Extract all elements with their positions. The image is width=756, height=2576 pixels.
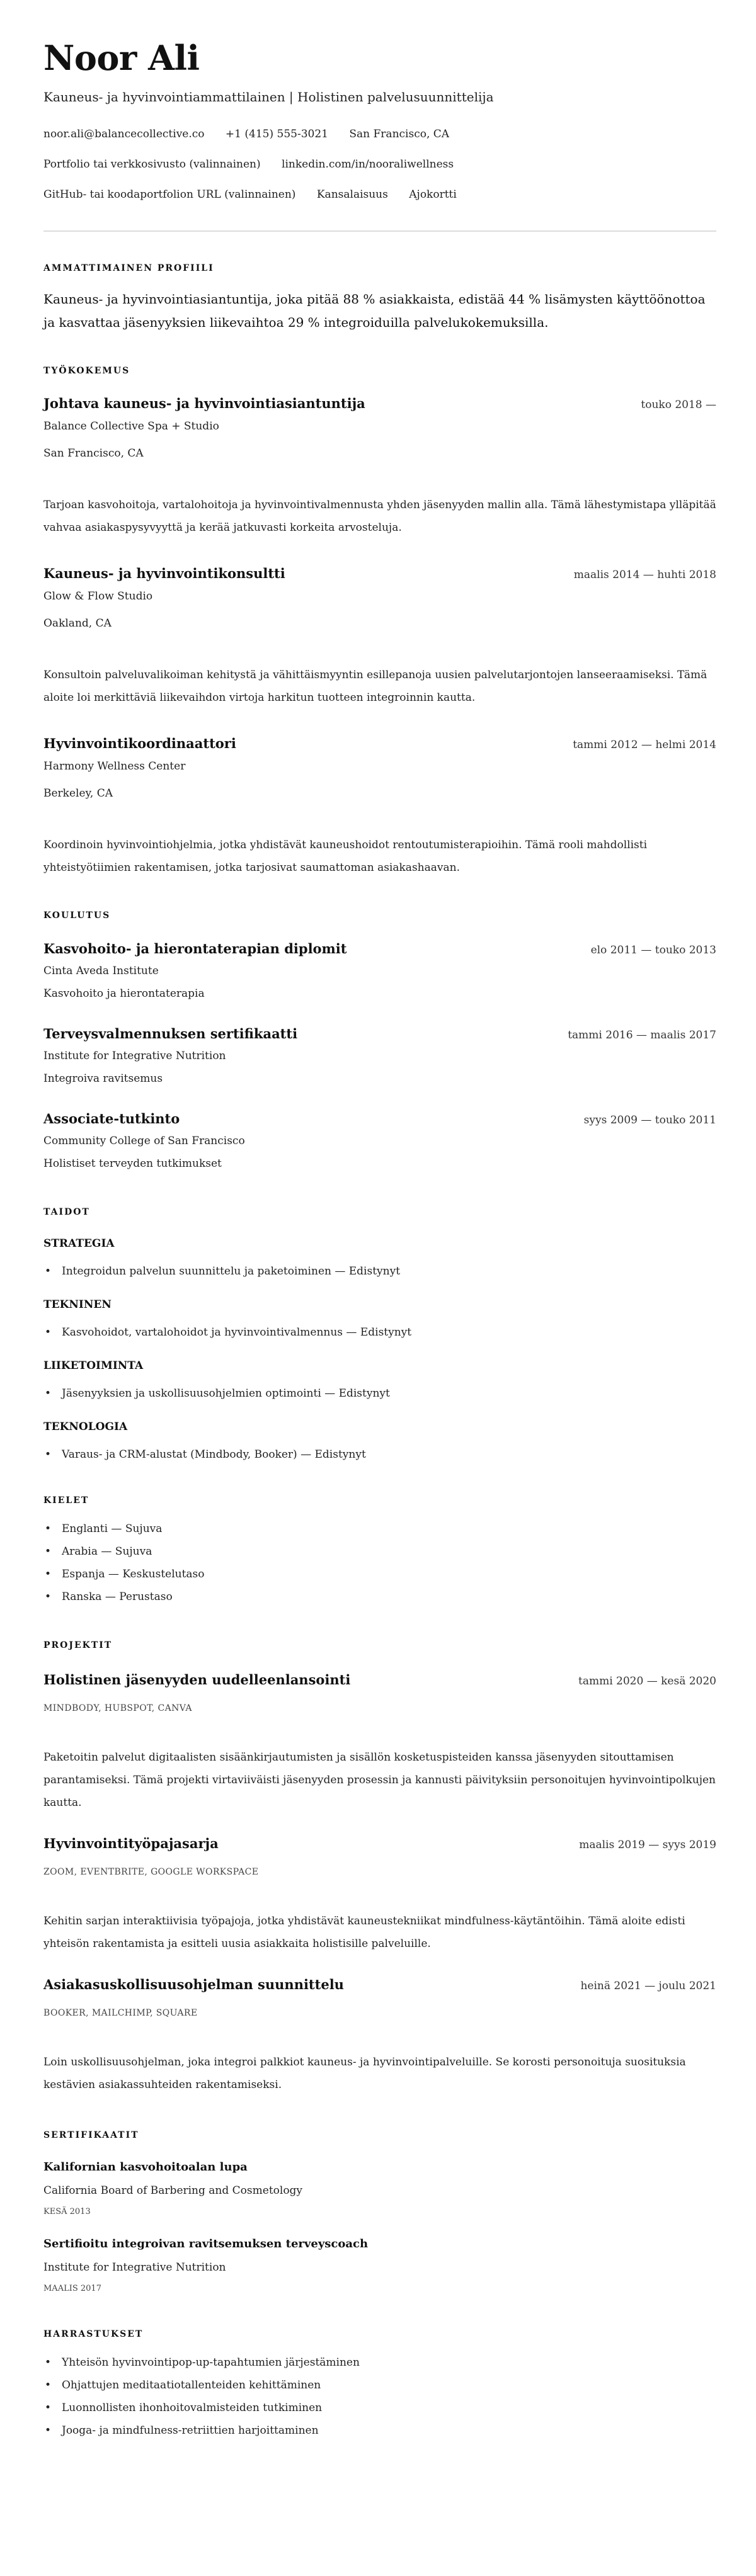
education-entry: [43, 1109, 716, 1172]
education-dates: syys 2009 — touko 2011: [583, 1114, 716, 1126]
section-heading: KIELET: [43, 1495, 89, 1506]
skill-item: • Integroidun palvelun suunnittelu ja paketoiminen — Edistynyt: [43, 1262, 716, 1280]
section-heading: HARRASTUKSET: [43, 2329, 144, 2339]
contact-drivers-license: Ajokortti: [409, 188, 457, 201]
contact-info: [43, 119, 716, 210]
job-entry: [43, 394, 716, 539]
job-dates: maalis 2014 — huhti 2018: [573, 569, 716, 581]
skill-item: • Varaus- ja CRM-alustat (Mindbody, Booker) — Edistynyt: [43, 1446, 716, 1463]
certification-title: Sertifioitu integroivan ravitsemuksen terveyscoach: [43, 2237, 369, 2250]
project-entry: [43, 1834, 716, 1955]
section-heading: AMMATTIMAINEN PROFIILI: [43, 263, 214, 273]
section-heading: PROJEKTIT: [43, 1640, 113, 1650]
job-dates: tammi 2012 — helmi 2014: [573, 739, 716, 751]
job-entry: [43, 734, 716, 879]
project-tech: ZOOM, EVENTBRITE, GOOGLE WORKSPACE: [43, 1867, 259, 1877]
job-company: Harmony Wellness Center: [43, 760, 186, 773]
project-description: Paketoitin palvelut digitaalisten sisäänkirjautumisten ja sisällön kosketuspisteiden kanssa jäsenyyden sitouttamisen parantamiseksi. Tämä projekti virtaviiväisti jäsenyyden prosessin ja kannusti päivityksiin personoitujen hyvinvointipolkujen kautta.: [43, 1751, 716, 1809]
field-of-study: Kasvohoito ja hierontaterapia: [43, 987, 205, 1000]
job-title: Johtava kauneus- ja hyvinvointiasiantuntija: [43, 395, 365, 411]
project-description: Loin uskollisuusohjelman, joka integroi palkkiot kauneus- ja hyvinvointipalveluille. Se korosti personoituja suosituksia kestävien asiakassuhteiden rakentamiseksi.: [43, 2056, 686, 2091]
candidate-headline: Kauneus- ja hyvinvointiammattilainen | Holistinen palvelusuunnittelija: [43, 89, 494, 105]
job-title: Hyvinvointikoordinaattori: [43, 735, 236, 751]
institution: Community College of San Francisco: [43, 1135, 245, 1147]
contact-email[interactable]: noor.ali@balancecollective.co: [43, 128, 205, 140]
certification-entry: [43, 2236, 716, 2296]
project-entry: [43, 1671, 716, 1814]
profile-section: [43, 262, 716, 334]
certifications-section: [43, 2129, 716, 2296]
contact-row: [43, 119, 716, 149]
section-heading: TYÖKOKEMUS: [43, 366, 130, 376]
project-dates: maalis 2019 — syys 2019: [579, 1839, 716, 1851]
section-heading: TAIDOT: [43, 1207, 90, 1217]
skills-section: [43, 1206, 716, 1463]
field-of-study: Holistiset terveyden tutkimukset: [43, 1157, 222, 1170]
hobby-item: • Yhteisön hyvinvointipop-up-tapahtumien järjestäminen: [43, 2351, 716, 2374]
certification-entry: [43, 2159, 716, 2219]
job-dates: touko 2018 —: [641, 399, 716, 411]
hobbies-section: [43, 2328, 716, 2442]
education-entry: [43, 939, 716, 1002]
skill-item: • Jäsenyyksien ja uskollisuusohjelmien optimointi — Edistynyt: [43, 1385, 716, 1402]
contact-github[interactable]: GitHub- tai koodaportfolion URL (valinnainen): [43, 188, 296, 201]
certification-title: Kalifornian kasvohoitoalan lupa: [43, 2160, 248, 2174]
institution: Institute for Integrative Nutrition: [43, 1050, 226, 1062]
education-section: [43, 909, 716, 1176]
job-location: Oakland, CA: [43, 617, 112, 630]
job-company: Glow & Flow Studio: [43, 590, 153, 603]
experience-section: [43, 365, 716, 879]
section-heading: SERTIFIKAATIT: [43, 2130, 139, 2140]
job-description: Konsultoin palveluvalikoiman kehitystä ja vähittäismyyntin esillepanoja uusien palvelutarjontojen lanseeraamiseksi. Tämä aloite loi merkittäviä liikevaihdon virtoja harkitun tuotteen integroinnin kautta.: [43, 669, 707, 704]
certification-date: MAALIS 2017: [43, 2284, 101, 2293]
project-title: Holistinen jäsenyyden uudelleenlansointi: [43, 1672, 351, 1688]
projects-section: [43, 1639, 716, 2096]
institution: Cinta Aveda Institute: [43, 965, 159, 977]
certification-issuer: Institute for Integrative Nutrition: [43, 2261, 226, 2274]
skill-category: LIIKETOIMINTA: [43, 1359, 144, 1372]
language-item: • Espanja — Keskustelutaso: [43, 1563, 716, 1586]
skill-category: STRATEGIA: [43, 1237, 115, 1250]
project-entry: [43, 1975, 716, 2096]
degree-title: Associate-tutkinto: [43, 1111, 180, 1126]
skill-item: • Kasvohoidot, vartalohoidot ja hyvinvointivalmennus — Edistynyt: [43, 1324, 716, 1341]
language-item: • Arabia — Sujuva: [43, 1540, 716, 1563]
contact-citizenship: Kansalaisuus: [316, 188, 388, 201]
project-dates: tammi 2020 — kesä 2020: [578, 1675, 716, 1688]
project-title: Asiakasuskollisuusohjelman suunnittelu: [43, 1977, 344, 1992]
languages-section: [43, 1494, 716, 1608]
skill-category: TEKNOLOGIA: [43, 1421, 128, 1433]
degree-title: Terveysvalmennuksen sertifikaatti: [43, 1026, 298, 1041]
education-dates: elo 2011 — touko 2013: [590, 944, 716, 956]
education-dates: tammi 2016 — maalis 2017: [568, 1029, 716, 1041]
hobby-item: • Jooga- ja mindfulness-retriittien harjoittaminen: [43, 2419, 716, 2442]
project-tech: BOOKER, MAILCHIMP, SQUARE: [43, 2008, 198, 2018]
job-description: Koordinoin hyvinvointiohjelmia, jotka yhdistävät kauneushoidot rentoutumisterapioihin. Tämä rooli mahdollisti yhteistyötiimien rakentamisen, jotka tarjosivat saumattoman asiakashaavan.: [43, 839, 648, 874]
section-heading: KOULUTUS: [43, 911, 111, 921]
contact-linkedin[interactable]: linkedin.com/in/nooraliwellness: [282, 158, 454, 171]
job-location: San Francisco, CA: [43, 447, 144, 460]
project-tech: MINDBODY, HUBSPOT, CANVA: [43, 1703, 192, 1713]
job-location: Berkeley, CA: [43, 787, 113, 800]
job-description: Tarjoan kasvohoitoja, vartalohoitoja ja hyvinvointivalmennusta yhden jäsenyyden mallin alla. Tämä lähestymistapa ylläpitää vahvaa asiakaspysyvyyttä ja kerää jatkuvasti korkeita arvosteluja.: [43, 499, 716, 534]
contact-row: [43, 149, 716, 179]
resume-header: [43, 39, 716, 210]
degree-title: Kasvohoito- ja hierontaterapian diplomit: [43, 941, 347, 956]
contact-row: [43, 179, 716, 210]
skill-category: TEKNINEN: [43, 1298, 112, 1311]
certification-issuer: California Board of Barbering and Cosmetology: [43, 2184, 303, 2197]
language-item: • Englanti — Sujuva: [43, 1518, 716, 1540]
project-description: Kehitin sarjan interaktiivisia työpajoja, jotka yhdistävät kauneustekniikat mindfulness-käytäntöihin. Tämä aloite edisti yhteisön rakentamista ja esitteli uusia asiakkaita holistisille palveluille.: [43, 1915, 685, 1950]
contact-phone: +1 (415) 555-3021: [225, 128, 328, 140]
field-of-study: Integroiva ravitsemus: [43, 1072, 163, 1085]
job-entry: [43, 564, 716, 709]
job-company: Balance Collective Spa + Studio: [43, 420, 219, 433]
contact-portfolio[interactable]: Portfolio tai verkkosivusto (valinnainen): [43, 158, 261, 171]
hobby-item: • Luonnollisten ihonhoitovalmisteiden tutkiminen: [43, 2397, 716, 2419]
hobby-item: • Ohjattujen meditaatiotallenteiden kehittäminen: [43, 2374, 716, 2397]
contact-location: San Francisco, CA: [349, 128, 450, 140]
project-title: Hyvinvointityöpajasarja: [43, 1836, 219, 1851]
resume-page: [0, 39, 756, 2442]
header-divider: [43, 230, 716, 232]
education-entry: [43, 1024, 716, 1087]
certification-date: KESÄ 2013: [43, 2207, 91, 2216]
language-item: • Ranska — Perustaso: [43, 1586, 716, 1608]
project-dates: heinä 2021 — joulu 2021: [580, 1980, 716, 1992]
job-title: Kauneus- ja hyvinvointikonsultti: [43, 565, 285, 581]
candidate-name: Noor Ali: [43, 38, 200, 78]
profile-summary: Kauneus- ja hyvinvointiasiantuntija, joka pitää 88 % asiakkaista, edistää 44 % lisämysten käyttöönottoa ja kasvattaa jäsenyyksien liikevaihtoa 29 % integroiduilla palvelukokemuksilla.: [43, 292, 706, 330]
